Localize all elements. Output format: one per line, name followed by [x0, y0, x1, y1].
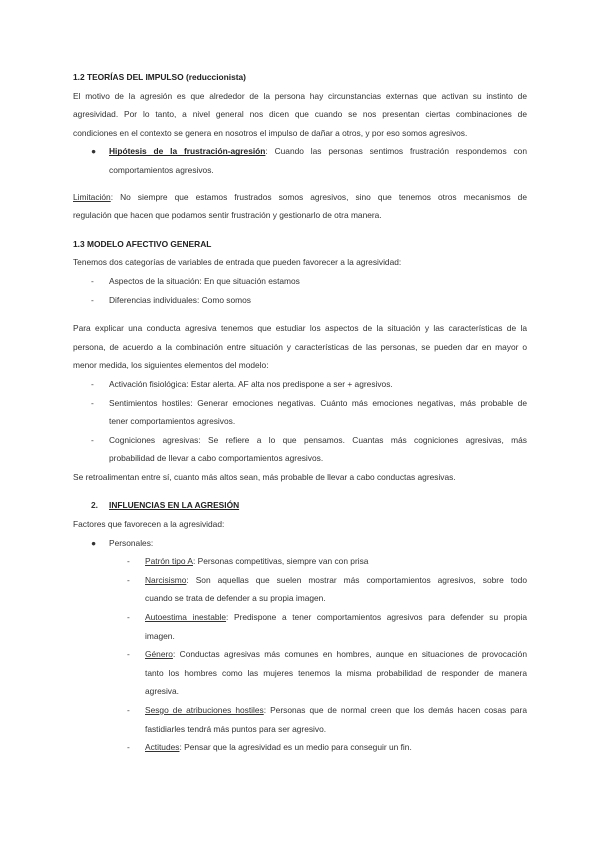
dash-icon: -	[91, 397, 94, 408]
dash-text: Diferencias individuales: Como somos	[109, 294, 251, 305]
limitation-text: : No siempre que estamos frustrados somos agresivos, sino que tenemos otros mecanismos de	[110, 191, 527, 202]
factor-item	[73, 552, 527, 571]
factor-text: : Personas competitivas, siempre van con prisa	[192, 556, 369, 567]
dash-icon: -	[91, 378, 94, 389]
bullet-icon: ●	[91, 537, 97, 548]
factor-item	[73, 645, 527, 701]
dash-text: probabilidad de llevar a cabo comportamientos agresivos.	[109, 453, 324, 464]
bullet-text: Personales:	[109, 537, 154, 548]
dash-text: tener comportamientos agresivos.	[109, 416, 236, 427]
heading-paren: (reduccionista)	[185, 72, 246, 82]
dash-item	[73, 291, 527, 310]
factor-term: Autoestima inestable	[145, 612, 227, 623]
factor-term: Patrón tipo A	[145, 556, 193, 567]
dash-icon: -	[91, 434, 94, 445]
bullet-text: : Cuando las personas sentimos frustración respondemos con	[265, 146, 527, 157]
factor-term: Género	[145, 649, 173, 660]
dash-icon: -	[127, 742, 130, 753]
paragraph-line: agresividad. Por lo tanto, a nivel general nos dicen que cuando se nos presentan ciertas combinaciones de	[73, 109, 527, 120]
dash-text: Activación fisiológica: Estar alerta. AF alta nos predispone a ser + agresivos.	[109, 378, 393, 389]
bullet-icon: ●	[91, 146, 97, 157]
section-2-heading	[73, 496, 527, 515]
limitation-line: regulación que hacen que podamos sentir frustración y gestionarlo de otra manera.	[73, 210, 382, 221]
dash-icon: -	[91, 275, 94, 286]
paragraph-line: menor medida, los siguientes elementos del modelo:	[73, 360, 269, 371]
dash-text: Aspectos de la situación: En que situación estamos	[109, 275, 300, 286]
limitation-line	[73, 188, 527, 207]
factor-item	[73, 701, 527, 738]
factor-text: : Personas que de normal creen que los demás hacen cosas para	[263, 705, 527, 715]
factor-text: : Pensar que la agresividad es un medio para conseguir un fin.	[179, 742, 412, 753]
dash-icon: -	[127, 574, 130, 585]
dash-icon: -	[127, 556, 130, 567]
paragraph-line: Para explicar una conducta agresiva tenemos que estudiar los aspectos de la situación y las características de la	[73, 323, 527, 334]
bullet-line	[109, 142, 527, 161]
paragraph-line: Se retroalimentan entre sí, cuanto más altos sean, más probable de llevar a cabo conductas agresivas.	[73, 471, 456, 482]
section-1-2-heading	[73, 68, 527, 87]
factor-text: cuando se trata de defender a su propia imagen.	[145, 593, 326, 604]
paragraph-line: Tenemos dos categorías de variables de entrada que pueden favorecer a la agresividad:	[73, 257, 402, 268]
factor-text: : Son aquellas que suelen mostrar más comportamientos agresivos, sobre todo	[186, 574, 527, 585]
limitation-term: Limitación	[73, 191, 111, 202]
factor-item	[73, 608, 527, 645]
dash-item	[73, 431, 527, 468]
document-body	[73, 68, 527, 757]
dash-item	[73, 394, 527, 431]
dash-item	[73, 272, 527, 291]
paragraph-line: El motivo de la agresión es que alrededor de la persona hay circunstancias externas que activan su instinto de	[73, 90, 527, 101]
dash-icon: -	[91, 294, 94, 305]
dash-icon: -	[127, 705, 130, 715]
dash-icon: -	[127, 612, 130, 623]
section-number: 2.	[91, 500, 98, 511]
paragraph-line: Factores que favorecen a la agresividad:	[73, 519, 225, 530]
factor-text: : Predispone a tener comportamientos agresivos para defender su propia	[226, 612, 527, 623]
bullet-term: Hipótesis de la frustración-agresión	[109, 146, 266, 157]
factor-term: Sesgo de atribuciones hostiles	[145, 705, 264, 715]
factor-text: imagen.	[145, 630, 175, 641]
dash-item	[73, 375, 527, 394]
dash-text: Sentimientos hostiles: Generar emociones negativas. Cuánto más emociones negativas, más probable de	[109, 397, 527, 408]
bullet-item	[73, 142, 527, 179]
factor-text: fastidiarles tendrá más puntos para ser agresivo.	[145, 723, 327, 734]
factor-text: : Conductas agresivas más comunes en hombres, aunque en situaciones de provocación	[172, 649, 527, 660]
heading-text: 1.2 TEORÍAS DEL IMPULSO	[73, 72, 184, 82]
paragraph-line: condiciones en el contexto se genera en nosotros el impulso de dañar a otros, y por eso somos agresivos.	[73, 127, 468, 138]
bullet-line: comportamientos agresivos.	[109, 164, 214, 175]
factor-item	[73, 571, 527, 608]
factor-text: tanto los hombres como las mujeres tenemos la misma probabilidad de responder de manera	[145, 667, 527, 678]
factor-item	[73, 738, 527, 757]
dash-text: Cogniciones agresivas: Se refiere a lo que pensamos. Cuantas más cogniciones agresivas, más	[109, 434, 527, 445]
bullet-item	[73, 534, 527, 553]
factor-term: Actitudes	[145, 742, 180, 753]
section-title: INFLUENCIAS EN LA AGRESIÓN	[109, 500, 240, 511]
factor-term: Narcisismo	[145, 574, 187, 585]
dash-icon: -	[127, 649, 130, 660]
section-1-3-heading: 1.3 MODELO AFECTIVO GENERAL	[73, 238, 212, 249]
factor-text: agresiva.	[145, 686, 179, 697]
paragraph-line: persona, de acuerdo a la combinación entre situación y características de las personas, se pueden dar en mayor o	[73, 341, 527, 352]
